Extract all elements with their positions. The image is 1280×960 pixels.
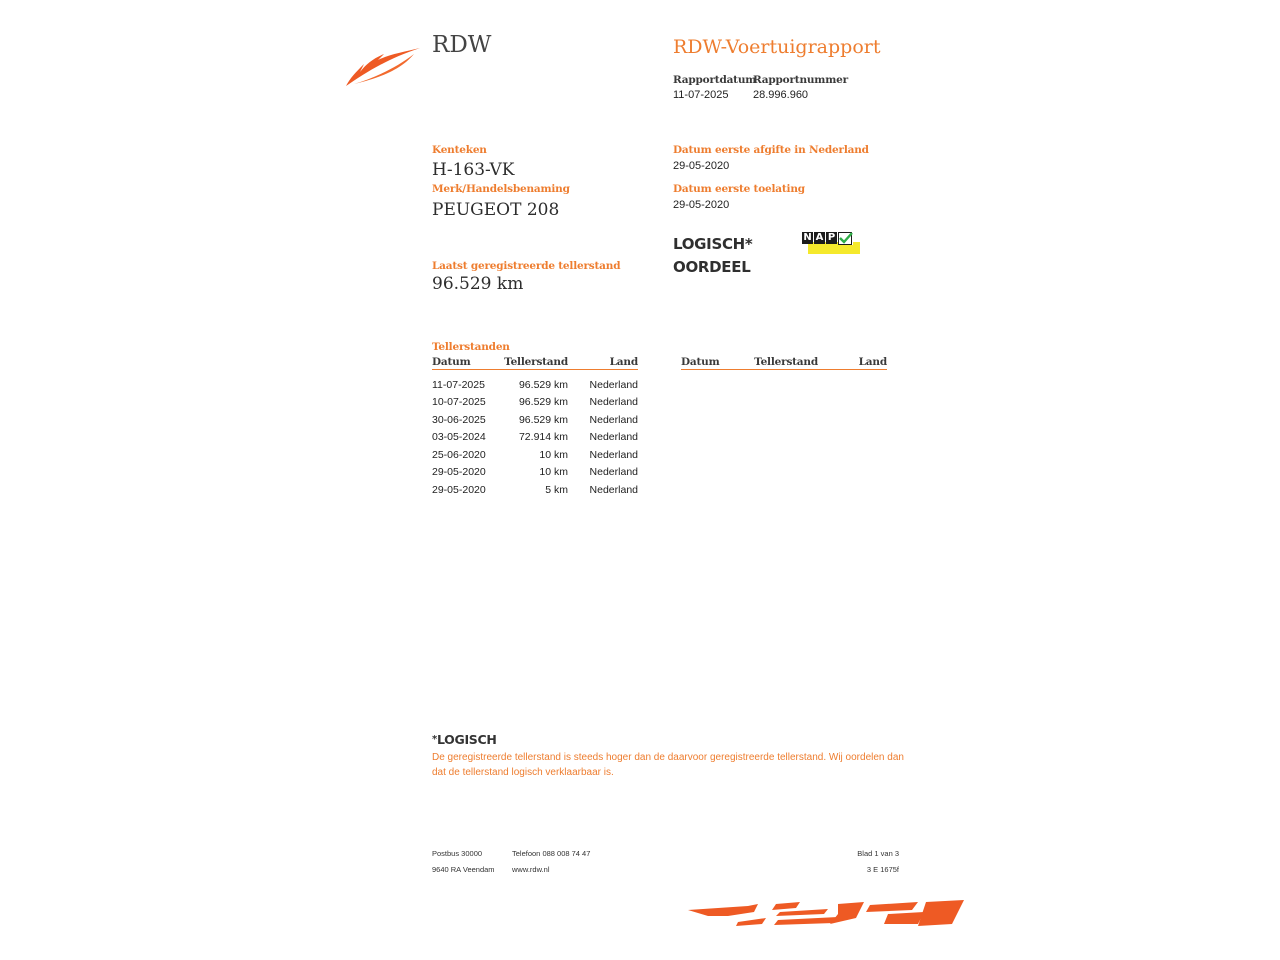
table-row	[432, 429, 638, 447]
row-country: Nederland	[589, 466, 638, 479]
row-odometer: 10 km	[539, 448, 568, 461]
row-odometer: 96.529 km	[518, 413, 568, 426]
odometer-header-row-right	[681, 356, 887, 370]
row-odometer: 96.529 km	[518, 378, 568, 391]
table-row	[432, 411, 638, 429]
plate-value: H-163-VK	[432, 160, 515, 180]
footnote-line1: De geregistreerde tellerstand is steeds hoger dan de daarvoor geregistreerde tellerstand. Wij oordelen dan	[432, 752, 904, 763]
row-date: 10-07-2025	[432, 396, 486, 409]
table-row	[432, 394, 638, 412]
row-country: Nederland	[589, 448, 638, 461]
verdict-line2: OORDEEL	[673, 258, 751, 276]
col-country-right: Land	[818, 356, 887, 370]
first-admission-label: Datum eerste toelating	[673, 183, 805, 195]
row-country: Nederland	[589, 431, 638, 444]
row-country: Nederland	[589, 413, 638, 426]
report-date: 11-07-2025	[673, 89, 729, 101]
footer-website[interactable]: www.rdw.nl	[512, 865, 550, 874]
row-date: 11-07-2025	[432, 378, 485, 391]
row-date: 03-05-2024	[432, 431, 486, 444]
row-odometer: 96.529 km	[518, 396, 568, 409]
first-issue-nl-label: Datum eerste afgifte in Nederland	[673, 144, 869, 156]
footnote-title: *LOGISCH	[432, 732, 497, 747]
odometer-header-row	[432, 356, 638, 370]
table-row	[432, 376, 638, 394]
odometer-table-right	[681, 356, 887, 370]
report-title: RDW-Voertuigrapport	[673, 36, 881, 58]
first-admission-value: 29-05-2020	[673, 199, 730, 211]
table-row	[432, 446, 638, 464]
row-country: Nederland	[589, 483, 638, 496]
col-date-right: Datum	[681, 356, 751, 370]
report-number-label: Rapportnummer	[753, 74, 848, 86]
row-date: 25-06-2020	[432, 448, 486, 461]
col-country: Land	[568, 356, 638, 370]
table-row	[432, 464, 638, 482]
row-country: Nederland	[589, 396, 638, 409]
row-date: 30-06-2025	[432, 413, 486, 426]
nap-letter-n: N	[803, 232, 812, 243]
report-number: 28.996.960	[753, 89, 809, 101]
checkmark-icon	[838, 232, 853, 245]
row-odometer: 10 km	[539, 466, 568, 479]
row-date: 29-05-2020	[432, 483, 486, 496]
footer-page: Blad 1 van 3	[857, 849, 899, 858]
footer-phone: Telefoon 088 008 74 47	[512, 849, 591, 858]
nap-letter-p: P	[827, 232, 836, 243]
nap-logo	[802, 232, 860, 254]
table-row	[432, 481, 638, 499]
first-issue-nl-value: 29-05-2020	[673, 160, 730, 172]
odometer-section-title: Tellerstanden	[432, 341, 510, 353]
last-odometer-label: Laatst geregistreerde tellerstand	[432, 260, 621, 272]
footnote-line2: dat de tellerstand logisch verklaarbaar is.	[432, 767, 614, 778]
footer-city: 9640 RA Veendam	[432, 865, 495, 874]
footer-code: 3 E 1675f	[866, 865, 899, 874]
footer-postbus: Postbus 30000	[432, 849, 483, 858]
odometer-table	[432, 356, 638, 499]
row-country: Nederland	[589, 378, 638, 391]
org-name: RDW	[432, 32, 492, 58]
report-date-label: Rapportdatum	[673, 74, 757, 86]
col-date: Datum	[432, 356, 492, 370]
footnote-title-text: LOGISCH	[436, 732, 497, 747]
make-label: Merk/Handelsbenaming	[432, 183, 570, 195]
make-value: PEUGEOT 208	[432, 200, 560, 220]
rdw-stripes-decoration	[688, 900, 964, 928]
verdict-line1: LOGISCH*	[673, 235, 753, 253]
plate-label: Kenteken	[432, 144, 487, 156]
col-odometer: Tellerstand	[492, 356, 568, 370]
col-odometer-right: Tellerstand	[751, 356, 818, 370]
row-date: 29-05-2020	[432, 466, 486, 479]
rdw-feather-icon	[344, 44, 422, 88]
last-odometer-value: 96.529 km	[432, 274, 524, 294]
nap-letter-a: A	[815, 232, 824, 243]
row-odometer: 5 km	[545, 483, 568, 496]
row-odometer: 72.914 km	[518, 431, 568, 444]
